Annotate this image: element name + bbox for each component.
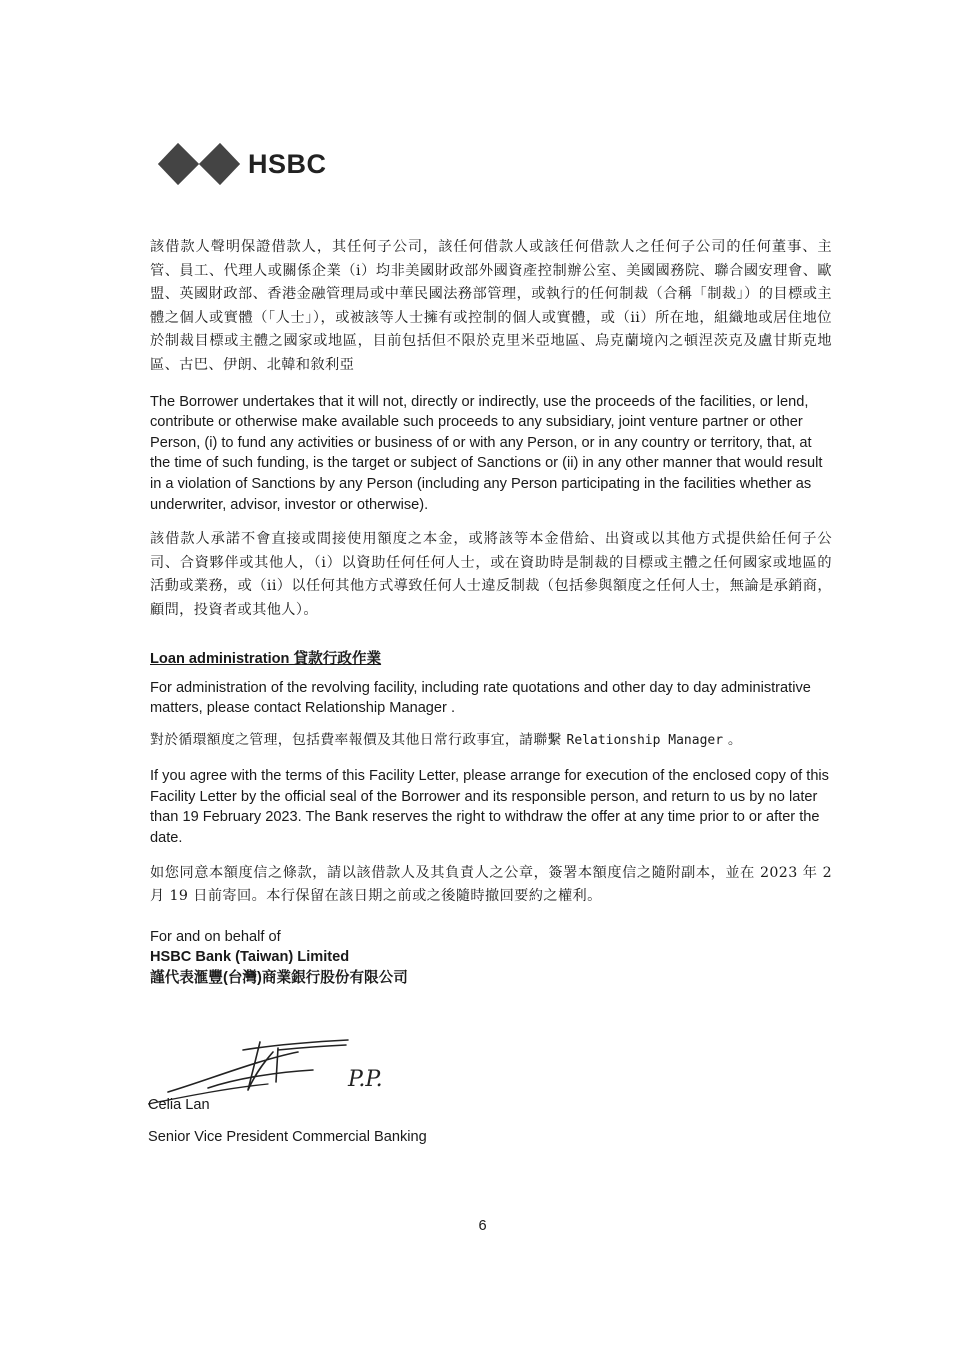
- pp-initials: P.P.: [348, 1067, 383, 1092]
- loan-admin-zh-contact: Relationship Manager: [566, 732, 724, 748]
- agree-en-paragraph: If you agree with the terms of this Facility Letter, please arrange for execution of the enclosed copy of this Facility Letter by the official seal of the Borrower and its responsible person, and return to us by no later than 19 February 2023. The Bank reserves the right to withdraw the offer at any time prior to or after the date.: [150, 768, 829, 847]
- bank-name-en: HSBC Bank (Taiwan) Limited: [150, 949, 350, 966]
- loan-admin-heading: Loan administration 貸款行政作業: [150, 650, 382, 667]
- loan-admin-zh-suffix: 。: [727, 731, 743, 748]
- loan-admin-zh-paragraph: [150, 729, 832, 753]
- sanctions-zh-paragraph-2: 該借款人承諾不會直接或間接使用額度之本金，或將該等本金借給、出資或以其他方式提供給任何子公司、合資夥伴或其他人，（i）以資助任何任何人士，或在資助時是制裁的目標或主體之任何國家或地區的活動或業務，或（ii）以任何其他方式導致任何人士違反制裁（包括參與額度之任何人士，無論是承銷商，顧問，投資者或其他人）。: [150, 531, 832, 618]
- letter-body: [150, 236, 832, 989]
- sanctions-en-paragraph: The Borrower undertakes that it will not, directly or indirectly, use the proceeds of the facilities, or lend, contribute or otherwise make available such proceeds to any subsidiary, joint venture partner or other Person, (i) to fund any activities or business of or with any Person, or in any country or territory, that, at the time of such funding, is the target or subject of Sanctions or (ii) in any other manner that would result in a violation of Sanctions by any Person (including any Person participating in the facilities whether as underwriter, advisor, investor or otherwise).: [150, 393, 823, 513]
- loan-admin-en-paragraph: For administration of the revolving facility, including rate quotations and other day to day administrative matters, please contact Relationship Manager .: [150, 679, 811, 717]
- page-number: 6: [478, 1218, 487, 1234]
- on-behalf-line: For and on behalf of: [150, 928, 281, 945]
- hsbc-logo: [158, 140, 328, 188]
- hsbc-wordmark: HSBC: [248, 148, 327, 179]
- hsbc-hexagon-icon: [158, 143, 240, 185]
- loan-admin-zh-prefix: 對於循環額度之管理，包括費率報價及其他日常行政事宜，請聯繫: [150, 731, 562, 748]
- bank-name-zh: 謹代表滙豐(台灣)商業銀行股份有限公司: [150, 970, 408, 987]
- agree-zh-paragraph: 如您同意本額度信之條款，請以該借款人及其負責人之公章，簽署本額度信之隨附副本，並在 2023 年 2 月 19 日前寄回。本行保留在該日期之前或之後隨時撤回要約之權利。: [150, 864, 832, 905]
- signer-name: Celia Lan: [148, 1097, 210, 1113]
- signature-block: [150, 927, 832, 989]
- signer-title: Senior Vice President Commercial Banking: [148, 1129, 427, 1145]
- sanctions-zh-paragraph-1: 該借款人聲明保證借款人，其任何子公司，該任何借款人或該任何借款人之任何子公司的任何董事、主管、員工、代理人或關係企業（i）均非美國財政部外國資產控制辦公室、美國國務院、聯合國安理會、歐盟、英國財政部、香港金融管理局或中華民國法務部管理，或執行的任何制裁（合稱「制裁」）的目標或主體之個人或實體（「人士」），或被該等人士擁有或控制的個人或實體，或（ii）所在地，組織地或居住地位於制裁目標或主體之國家或地區，目前包括但不限於克里米亞地區、烏克蘭境內之頓涅茨克及盧甘斯克地區、古巴、伊朗、北韓和敘利亞: [150, 239, 832, 373]
